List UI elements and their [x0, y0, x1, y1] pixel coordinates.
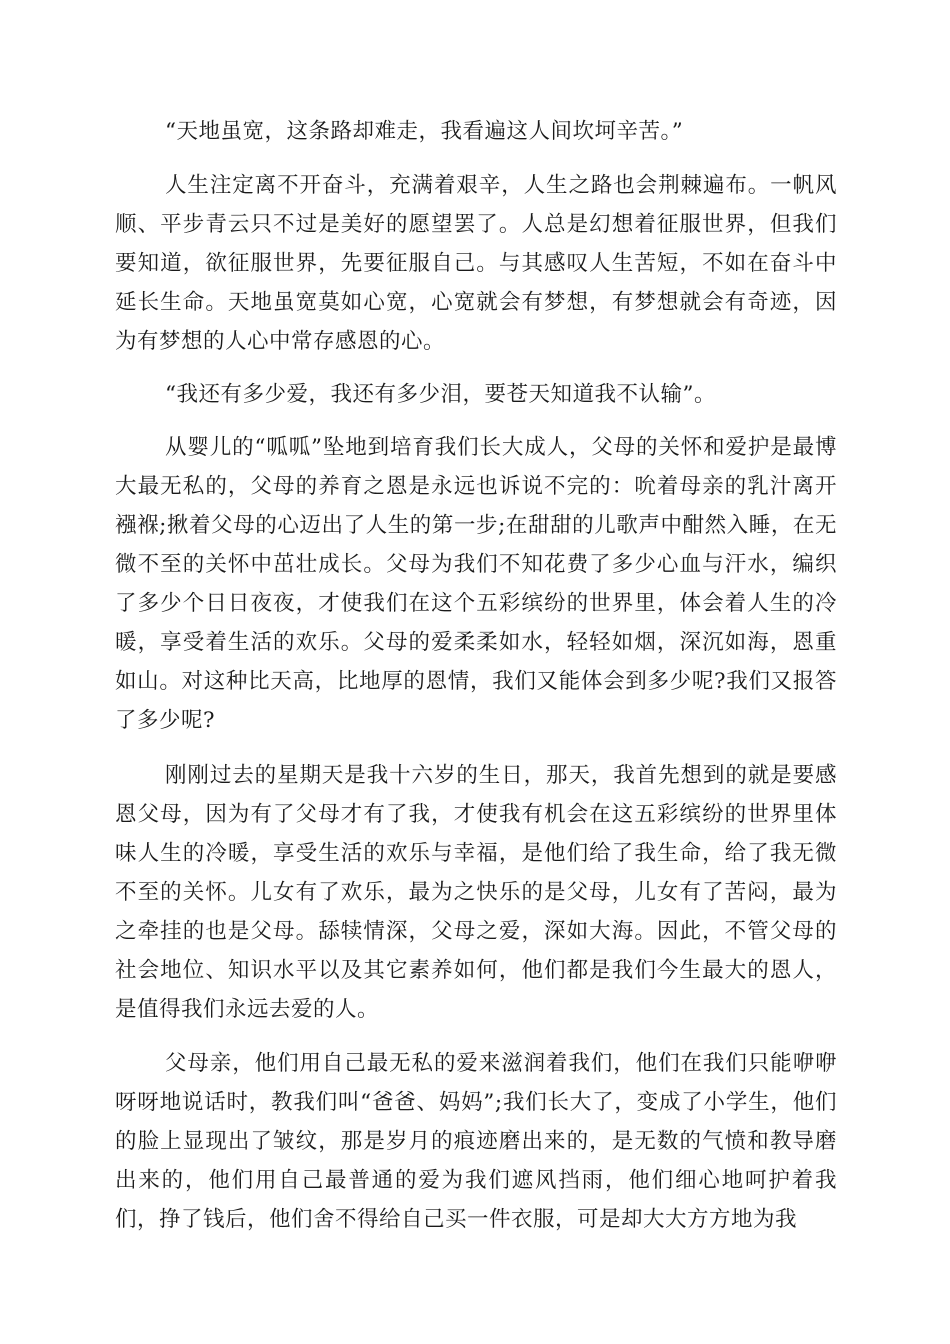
paragraph-quote-2: “我还有多少爱，我还有多少泪，要苍天知道我不认输”。: [165, 382, 716, 407]
paragraph-struggle: 人生注定离不开奋斗，充满着艰辛，人生之路也会荆棘遍布。一帆风顺、平步青云只不过是美好的愿望罢了。人总是幻想着征服世界，但我们要知道，欲征服世界，先要征服自己。与其感叹人生苦短，不如在奋斗中延长生命。天地虽宽莫如心宽，心宽就会有梦想，有梦想就会有奇迹，因为有梦想的人心中常存感恩的心。: [115, 173, 837, 354]
paragraph-quote-1: “天地虽宽，这条路却难走，我看遍这人间坎坷辛苦。”: [165, 119, 684, 144]
paragraph-parents-care: 父母亲，他们用自己最无私的爱来滋润着我们，他们在我们只能咿咿呀呀地说话时，教我们叫“爸爸、妈妈”;我们长大了，变成了小学生，他们的脸上显现出了皱纹，那是岁月的痕迹磨出来的，是无数的气愤和教导磨出来的，他们用自己最普通的爱为我们遮风挡雨，他们细心地呵护着我们，挣了钱后，他们舍不得给自己买一件衣服，可是却大大方方地为我: [115, 1051, 837, 1232]
paragraph-birthday: 刚刚过去的星期天是我十六岁的生日，那天，我首先想到的就是要感恩父母，因为有了父母才有了我，才使我有机会在这五彩缤纷的世界里体味人生的冷暖，享受生活的欢乐与幸福，是他们给了我生命，给了我无微不至的关怀。儿女有了欢乐，最为之快乐的是父母，儿女有了苦闷，最为之牵挂的也是父母。舔犊情深，父母之爱，深如大海。因此，不管父母的社会地位、知识水平以及其它素养如何，他们都是我们今生最大的恩人，是值得我们永远去爱的人。: [115, 763, 837, 1022]
paragraph-parents-love: 从婴儿的“呱呱”坠地到培育我们长大成人，父母的关怀和爱护是最博大最无私的，父母的养育之恩是永远也诉说不完的：吮着母亲的乳汁离开襁褓;揪着父母的心迈出了人生的第一步;在甜甜的儿歌声中酣然入睡，在无微不至的关怀中茁壮成长。父母为我们不知花费了多少心血与汗水，编织了多少个日日夜夜，才使我们在这个五彩缤纷的世界里，体会着人生的冷暖，享受着生活的欢乐。父母的爱柔柔如水，轻轻如烟，深沉如海，恩重如山。对这种比天高，比地厚的恩情，我们又能体会到多少呢?我们又报答了多少呢?: [115, 435, 837, 733]
